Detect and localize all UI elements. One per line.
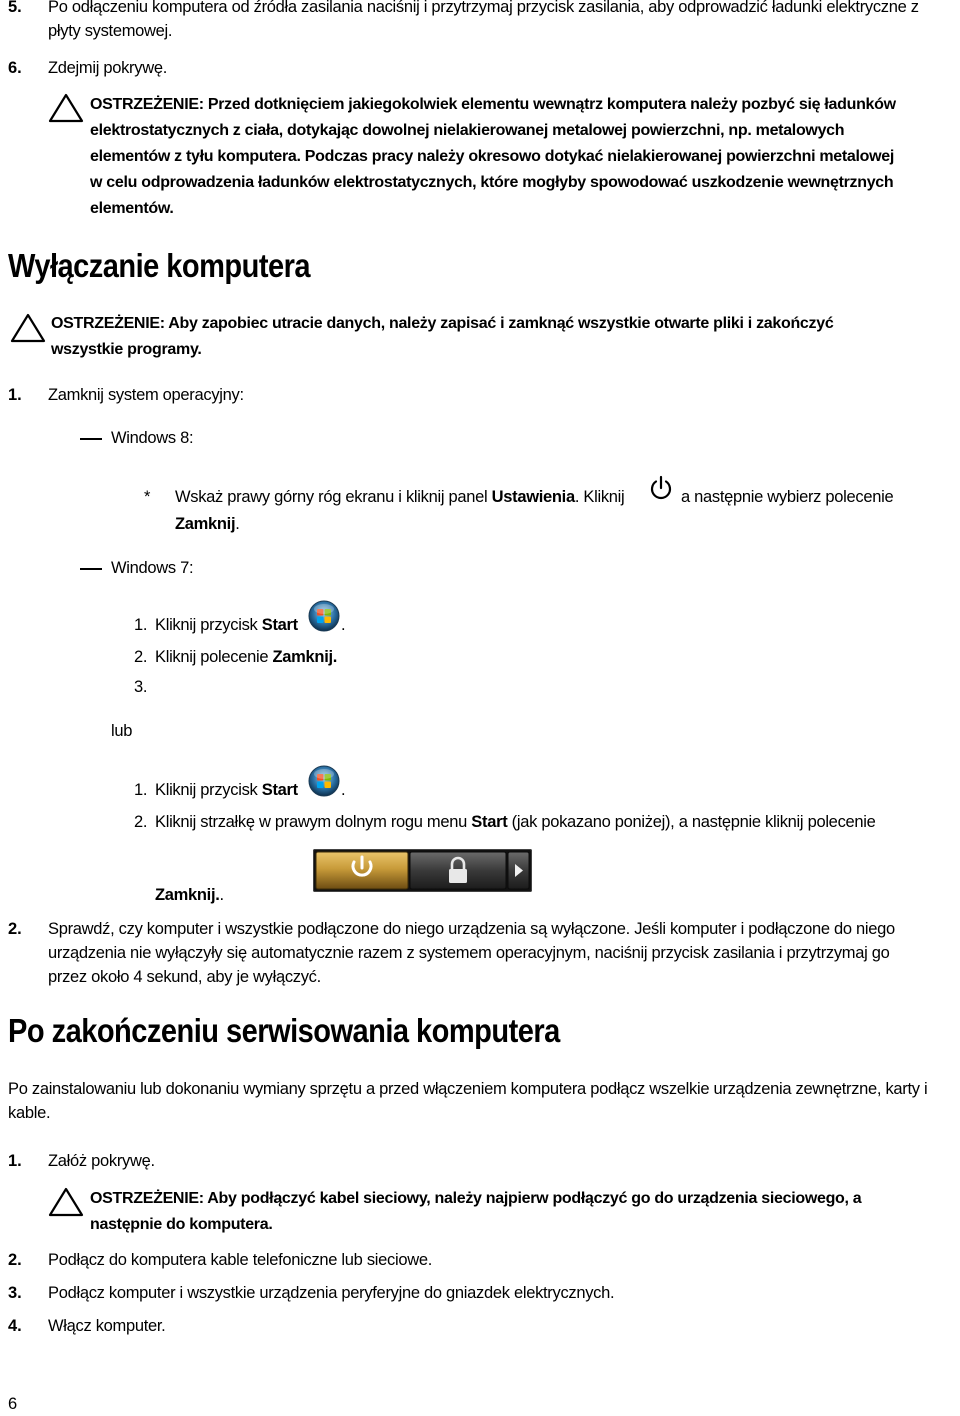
- win7-b2-start-label: Start: [471, 813, 508, 831]
- section-heading-after-service: Po zakończeniu serwisowania komputera: [8, 1012, 560, 1049]
- after-step-3-text: Podłącz komputer i wszystkie urządzenia peryferyjne do gniazdek elektrycznych.: [48, 1284, 615, 1302]
- item-5-line-2: płyty systemowej.: [48, 22, 173, 40]
- step-1-text: Zamknij system operacyjny:: [48, 386, 244, 404]
- step-2-text: [48, 917, 953, 989]
- windows-8-label: Windows 8:: [111, 429, 194, 447]
- after-step-1-number: 1.: [8, 1152, 22, 1170]
- after-intro: [8, 1077, 958, 1125]
- warning-2-line-1: OSTRZEŻENIE: Aby zapobiec utracie danych, należy zapisać i zamknąć wszystkie otwarte pliki i zakończyć: [51, 315, 834, 332]
- item-5-text: [48, 0, 958, 43]
- win8-line-2: [175, 512, 240, 536]
- win7-b2-line-2: [155, 883, 224, 907]
- win7-b1-period: .: [341, 781, 346, 799]
- win7-a-step-3-number: 3.: [134, 678, 148, 696]
- after-step-4-text: Włącz komputer.: [48, 1317, 166, 1335]
- item-6-number: 6.: [8, 59, 22, 77]
- warning-3-line-1: OSTRZEŻENIE: Aby podłączyć kabel sieciowy, należy najpierw podłączyć go do urządzenia sieciowego, a: [90, 1190, 862, 1207]
- step-2-line-1: Sprawdź, czy komputer i wszystkie podłączone do niego urządzenia są wyłączone. Jeśli komputer i podłączone do niego: [48, 920, 895, 938]
- win8-text-d: a następnie wybierz polecenie: [681, 488, 894, 506]
- win7-a-step-1: [155, 613, 298, 637]
- warning-1-line-4: w celu odprowadzenia ładunków elektrostatycznych, które mogłyby spowodować uszkodzenie wewnętrznych: [90, 174, 894, 191]
- star-bullet: *: [144, 488, 151, 506]
- win7-b2-text-c: (jak pokazano poniżej), a następnie kliknij polecenie: [507, 813, 876, 831]
- win7-b2-shutdown-label: Zamknij.: [155, 886, 220, 904]
- warning-2-line-2: wszystkie programy.: [51, 341, 202, 358]
- warning-1-line-1: OSTRZEŻENIE: Przed dotknięciem jakiegokolwiek elementu wewnątrz komputera należy pozbyć się ładunków: [90, 96, 896, 113]
- win7-a-step-2-number: 2.: [134, 648, 148, 666]
- windows-start-orb-icon: [308, 765, 340, 797]
- after-intro-line-2: kable.: [8, 1104, 51, 1122]
- win8-period: .: [235, 515, 240, 533]
- warning-triangle-icon: [48, 92, 84, 124]
- win7-b-step-1: [155, 778, 298, 802]
- win7-b1-start-label: Start: [261, 781, 298, 799]
- after-step-4-number: 4.: [8, 1317, 22, 1335]
- windows-7-label: Windows 7:: [111, 559, 194, 577]
- win7-a1-text: Kliknij przycisk: [155, 616, 262, 634]
- dash-bullet: [80, 438, 102, 440]
- shutdown-button-bar: [313, 849, 532, 892]
- warning-1-line-3: elementów z tyłu komputera. Podczas pracy należy okresowo dotykać nielakierowanej powierzchni metalowej: [90, 148, 895, 165]
- after-intro-line-1: Po zainstalowaniu lub dokonaniu wymiany sprzętu a przed włączeniem komputera podłącz wszelkie urządzenia zewnętrzne, karty i: [8, 1080, 928, 1098]
- win7-a2-shutdown-label: Zamknij.: [272, 648, 338, 666]
- win7-a-step-1-number: 1.: [134, 616, 148, 634]
- win8-settings-label: Ustawienia: [491, 488, 575, 506]
- warning-triangle-icon: [48, 1186, 84, 1218]
- page-number: 6: [8, 1395, 17, 1413]
- warning-triangle-icon: [10, 312, 46, 344]
- item-5-number: 5.: [8, 0, 22, 16]
- or-label: lub: [111, 722, 133, 740]
- win8-text-a: Wskaż prawy górny róg ekranu i kliknij panel: [175, 488, 492, 506]
- win8-text-c: . Kliknij: [574, 488, 625, 506]
- step-2-line-3: przez około 4 sekund, aby je wyłączyć.: [48, 968, 321, 986]
- after-step-1-text: Załóż pokrywę.: [48, 1152, 155, 1170]
- after-step-3-number: 3.: [8, 1284, 22, 1302]
- power-icon: [648, 474, 674, 502]
- win7-a1-period: .: [341, 616, 346, 634]
- after-step-2-number: 2.: [8, 1251, 22, 1269]
- win8-shutdown-label: Zamknij: [175, 515, 236, 533]
- win7-b2-text-a: Kliknij strzałkę w prawym dolnym rogu menu: [155, 813, 472, 831]
- win7-b-step-2: [155, 810, 876, 834]
- win7-b2-period: .: [219, 886, 224, 904]
- dash-bullet: [80, 568, 102, 570]
- warning-static-discharge: [90, 92, 960, 222]
- step-2-line-2: urządzenia nie wyłączyły się automatycznie razem z systemem operacyjnym, naciśnij przycisk zasilania i przytrzymaj go: [48, 944, 890, 962]
- win7-a1-start-label: Start: [261, 616, 298, 634]
- warning-3-line-2: następnie do komputera.: [90, 1216, 273, 1233]
- item-6-text: Zdejmij pokrywę.: [48, 59, 167, 77]
- win7-a2-text: Kliknij polecenie: [155, 648, 273, 666]
- warning-1-line-5: elementów.: [90, 200, 174, 217]
- windows-8-instruction: [175, 485, 624, 509]
- section-heading-shutdown: Wyłączanie komputera: [8, 247, 311, 284]
- win7-a-step-2: [155, 645, 337, 669]
- step-2-number: 2.: [8, 920, 22, 938]
- warning-network-cable: [90, 1186, 950, 1238]
- win7-b-step-1-number: 1.: [134, 781, 148, 799]
- win7-b-step-2-number: 2.: [134, 813, 148, 831]
- warning-1-line-2: elektrostatycznych z ciała, dotykając dowolnej nielakierowanej metalowej powierzchni, np. metalowych: [90, 122, 845, 139]
- warning-data-loss: [51, 311, 951, 363]
- item-5-line-1: Po odłączeniu komputera od źródła zasilania naciśnij i przytrzymaj przycisk zasilania, aby odprowadzić ładunki elektryczne z: [48, 0, 919, 16]
- windows-start-orb-icon: [308, 600, 340, 632]
- after-step-2-text: Podłącz do komputera kable telefoniczne lub sieciowe.: [48, 1251, 433, 1269]
- win7-b1-text: Kliknij przycisk: [155, 781, 262, 799]
- step-1-number: 1.: [8, 386, 22, 404]
